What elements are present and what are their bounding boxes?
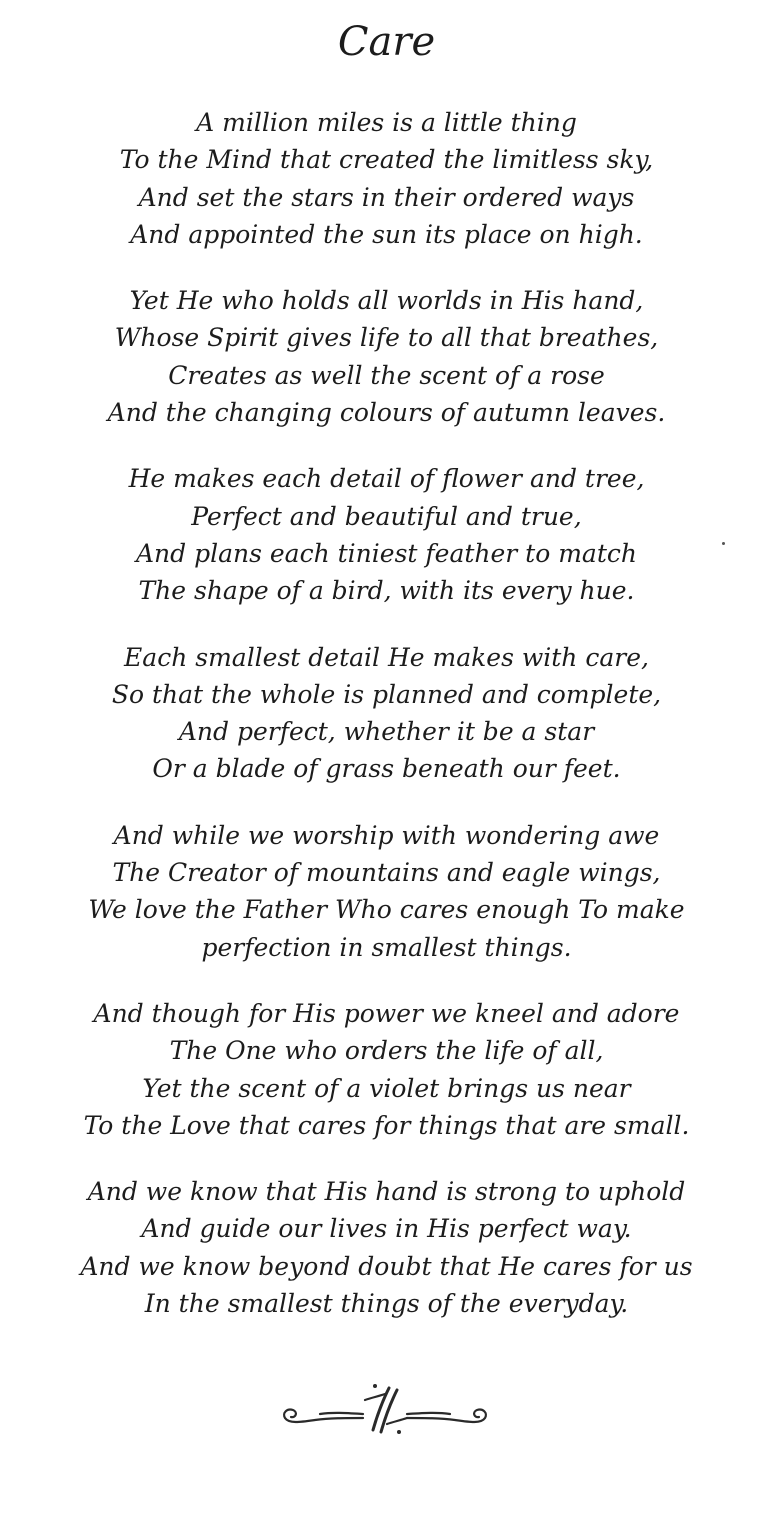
stanza [0, 817, 773, 966]
poem-line: A million miles is a little thing [196, 108, 577, 137]
poem-line: And while we worship with wondering awe [113, 820, 660, 850]
poem-line: So that the whole is planned and complete, [111, 679, 662, 709]
poem-title: Care [337, 19, 436, 65]
poem-line: The One who orders the life of all, [169, 1036, 604, 1066]
stanza [0, 282, 773, 431]
poem-line: And we know beyond doubt that He cares for us [80, 1251, 693, 1281]
stanza [0, 639, 773, 788]
poem-line: And the changing colours of autumn leaves. [107, 398, 666, 428]
stanza [0, 1173, 773, 1322]
poem-line: Yet He who holds all worlds in His hand, [129, 286, 644, 316]
print-speck [722, 542, 725, 545]
poem-body [0, 104, 773, 1351]
poem-line: To the Mind that created the limitless sky, [119, 145, 654, 175]
poem-line: Or a blade of grass beneath our feet. [152, 754, 621, 784]
scroll-flourish-icon [275, 1378, 495, 1438]
poem-line: And plans each tiniest feather to match [136, 538, 637, 568]
stanza [0, 460, 773, 609]
poem-line: We love the Father Who cares enough To make [88, 895, 685, 925]
poem-line: And we know that His hand is strong to uphold [87, 1177, 686, 1207]
poem-line: perfection in smallest things. [201, 932, 572, 962]
poem-line: Each smallest detail He makes with care, [124, 642, 649, 672]
poem-line: And guide our lives in His perfect way. [141, 1214, 632, 1244]
poem-line: Yet the scent of a violet brings us near [142, 1073, 631, 1103]
poem-line: And though for His power we kneel and adore [93, 998, 680, 1028]
poem-line: And set the stars in their ordered ways [138, 182, 635, 212]
poem-line: The shape of a bird, with its every hue. [138, 576, 635, 606]
poem-line: Whose Spirit gives life to all that breathes, [114, 323, 659, 353]
poem-line: The Creator of mountains and eagle wings, [112, 858, 661, 888]
poem-line: Creates as well the scent of a rose [168, 360, 605, 390]
poem-line: Perfect and beautiful and true, [191, 501, 582, 531]
stanza [0, 104, 773, 253]
poem-line: And perfect, whether it be a star [178, 717, 595, 747]
poem-line: To the Love that cares for things that are small. [83, 1110, 690, 1140]
poem-line: He makes each detail of flower and tree, [128, 464, 645, 494]
poem-line: And appointed the sun its place on high. [130, 219, 643, 249]
stanza [0, 995, 773, 1144]
poem-line: In the smallest things of the everyday. [144, 1289, 629, 1319]
